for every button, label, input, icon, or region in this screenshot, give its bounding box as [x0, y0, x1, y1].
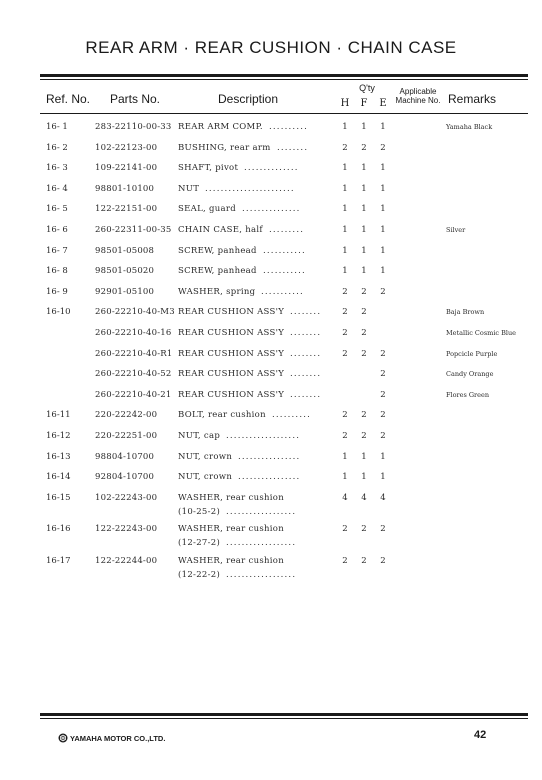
header-rule — [40, 113, 528, 114]
description-cell: NUT, crown — [178, 451, 233, 462]
qty-e-cell: 1 — [380, 451, 386, 462]
description-cell: SCREW, panhead — [178, 266, 257, 277]
part-number-cell: 122-22243-00 — [95, 524, 158, 535]
header-remarks: Remarks — [448, 92, 497, 106]
qty-h-cell: 4 — [342, 492, 348, 503]
qty-f-cell: 2 — [361, 142, 367, 153]
description-cell: WASHER, rear cushion — [178, 492, 285, 503]
ref-cell: 16-11 — [46, 410, 71, 421]
qty-e-cell: 1 — [380, 266, 386, 277]
qty-h-cell: 1 — [342, 266, 348, 277]
qty-f-cell: 1 — [361, 245, 367, 256]
description-cell: WASHER, rear cushion — [178, 555, 285, 566]
remarks-cell: Silver — [446, 226, 466, 234]
dot-leader: ........... — [263, 245, 306, 256]
dot-leader: ........ — [290, 389, 322, 400]
ref-cell: 16- 4 — [46, 183, 68, 194]
table-row — [0, 369, 542, 383]
qty-h-cell: 2 — [342, 286, 348, 297]
qty-e-cell: 2 — [380, 410, 386, 421]
qty-e-cell: 1 — [380, 245, 386, 256]
description-size-cell: (12-27-2) — [178, 538, 221, 549]
dot-leader: .................. — [226, 569, 297, 580]
dot-leader: ........ — [290, 307, 322, 318]
remarks-cell: Candy Orange — [446, 370, 494, 379]
table-row — [0, 555, 542, 580]
table-row — [0, 246, 542, 260]
dot-leader: .............. — [244, 163, 299, 174]
part-number-cell: 92804-10700 — [95, 472, 155, 483]
description-cell: CHAIN CASE, half — [178, 225, 263, 235]
dot-leader: ........ — [290, 369, 322, 380]
dot-leader: ................ — [238, 451, 301, 462]
header-applicable-machine: Applicable Machine No. — [395, 87, 441, 105]
qty-e-cell: 1 — [380, 204, 386, 215]
part-number-cell: 220-22242-00 — [95, 410, 158, 421]
qty-f-cell: 1 — [361, 225, 367, 235]
page-number: 42 — [474, 729, 487, 741]
qty-f-cell: 1 — [361, 122, 367, 132]
part-number-cell: 98501-05008 — [95, 245, 155, 256]
qty-f-cell: 2 — [361, 307, 367, 318]
part-number-cell: 220-22251-00 — [95, 431, 158, 441]
table-row — [0, 266, 542, 280]
header-e: E — [379, 98, 387, 109]
qty-e-cell: 2 — [380, 142, 386, 153]
table-row — [0, 452, 542, 466]
dot-leader: ............... — [242, 204, 301, 215]
qty-f-cell: 2 — [361, 348, 367, 359]
part-number-cell: 260-22210-40-M3 — [95, 307, 175, 318]
description-cell: NUT, cap — [178, 431, 221, 441]
description-cell: SCREW, panhead — [178, 245, 257, 256]
qty-h-cell: 2 — [342, 348, 348, 359]
top-rule — [40, 74, 528, 77]
qty-e-cell: 2 — [380, 286, 386, 297]
part-number-cell: 109-22141-00 — [95, 163, 158, 174]
description-cell: REAR ARM COMP. — [178, 122, 263, 132]
top-rule-thin — [40, 79, 528, 80]
header-description: Description — [218, 92, 279, 106]
qty-e-cell: 1 — [380, 225, 386, 235]
footer-company: YAMAHA MOTOR CO.,LTD. — [70, 734, 166, 743]
table-row — [0, 390, 542, 404]
table-row — [0, 122, 542, 136]
ref-cell: 16-10 — [46, 307, 71, 318]
footer-rule-thin — [40, 718, 528, 719]
qty-f-cell: 1 — [361, 183, 367, 194]
part-number-cell: 98801-10100 — [95, 183, 155, 194]
table-row — [0, 349, 542, 363]
qty-f-cell: 2 — [361, 431, 367, 441]
ref-cell: 16-14 — [46, 472, 71, 483]
part-number-cell: 102-22123-00 — [95, 142, 158, 153]
part-number-cell: 102-22243-00 — [95, 492, 158, 503]
ref-cell: 16- 5 — [46, 204, 68, 215]
description-cell: BOLT, rear cushion — [178, 410, 266, 421]
qty-e-cell: 1 — [380, 122, 386, 132]
part-number-cell: 122-22244-00 — [95, 555, 158, 566]
table-row — [0, 431, 542, 445]
table-row — [0, 163, 542, 177]
dot-leader: ......... — [269, 225, 305, 235]
qty-e-cell: 2 — [380, 348, 386, 359]
ref-cell: 16- 8 — [46, 266, 68, 277]
part-number-cell: 260-22311-00-35 — [95, 225, 172, 235]
ref-cell: 16-15 — [46, 492, 71, 503]
yamaha-logo-icon — [58, 733, 68, 743]
qty-f-cell: 1 — [361, 451, 367, 462]
description-cell: REAR CUSHION ASS'Y — [178, 389, 285, 400]
qty-f-cell: 2 — [361, 524, 367, 535]
table-row — [0, 307, 542, 321]
table-row — [0, 410, 542, 424]
description-cell: WASHER, rear cushion — [178, 524, 285, 535]
qty-h-cell: 1 — [342, 122, 348, 132]
ref-cell: 16-16 — [46, 524, 71, 535]
qty-h-cell: 2 — [342, 431, 348, 441]
dot-leader: ........ — [290, 348, 322, 359]
qty-e-cell: 2 — [380, 431, 386, 441]
qty-f-cell: 4 — [361, 492, 367, 503]
part-number-cell: 260-22210-40-52 — [95, 369, 172, 380]
description-size-cell: (10-25-2) — [178, 506, 221, 517]
qty-h-cell: 1 — [342, 245, 348, 256]
ref-cell: 16-12 — [46, 431, 71, 441]
description-cell: NUT, crown — [178, 472, 233, 483]
qty-f-cell: 1 — [361, 204, 367, 215]
dot-leader: ................... — [226, 431, 301, 441]
header-parts-no: Parts No. — [110, 92, 161, 106]
dot-leader: .......... — [272, 410, 312, 421]
description-cell: WASHER, spring — [178, 286, 256, 297]
dot-leader: ........... — [261, 286, 304, 297]
dot-leader: .......... — [269, 122, 309, 132]
description-cell: REAR CUSHION ASS'Y — [178, 369, 285, 380]
ref-cell: 16- 1 — [46, 122, 68, 132]
dot-leader: ........ — [277, 142, 309, 153]
qty-h-cell: 2 — [342, 328, 348, 338]
header-h: H — [340, 98, 350, 109]
page-title: REAR ARM · REAR CUSHION · CHAIN CASE — [85, 38, 457, 57]
qty-e-cell: 1 — [380, 472, 386, 483]
dot-leader: ........ — [290, 328, 322, 338]
description-cell: NUT — [178, 183, 200, 194]
qty-h-cell: 1 — [342, 183, 348, 194]
qty-e-cell: 2 — [380, 389, 386, 400]
table-row — [0, 204, 542, 218]
header-f: F — [360, 98, 368, 109]
part-number-cell: 98501-05020 — [95, 266, 155, 277]
dot-leader: .................. — [226, 538, 297, 549]
qty-f-cell: 2 — [361, 328, 367, 338]
qty-f-cell: 1 — [361, 266, 367, 277]
table-row — [0, 143, 542, 157]
ref-cell: 16- 9 — [46, 286, 68, 297]
qty-h-cell: 2 — [342, 142, 348, 153]
qty-h-cell: 1 — [342, 204, 348, 215]
dot-leader: .................. — [226, 506, 297, 517]
qty-f-cell: 1 — [361, 163, 367, 174]
qty-h-cell: 1 — [342, 163, 348, 174]
table-row — [0, 328, 542, 342]
description-cell: REAR CUSHION ASS'Y — [178, 348, 285, 359]
table-row — [0, 225, 542, 239]
remarks-cell: Baja Brown — [446, 308, 485, 317]
dot-leader: ................ — [238, 472, 301, 483]
table-row — [0, 184, 542, 198]
part-number-cell: 122-22151-00 — [95, 204, 158, 215]
qty-e-cell: 2 — [380, 369, 386, 380]
qty-h-cell: 2 — [342, 555, 348, 566]
qty-f-cell: 2 — [361, 286, 367, 297]
qty-e-cell: 2 — [380, 555, 386, 566]
description-cell: BUSHING, rear arm — [178, 142, 271, 153]
qty-h-cell: 2 — [342, 524, 348, 535]
header-ref-no: Ref. No. — [46, 92, 91, 106]
description-cell: REAR CUSHION ASS'Y — [178, 328, 285, 338]
part-number-cell: 98804-10700 — [95, 451, 155, 462]
remarks-cell: Popcicle Purple — [446, 349, 498, 358]
part-number-cell: 260-22210-40-21 — [95, 389, 172, 400]
ref-cell: 16- 3 — [46, 163, 68, 174]
description-cell: SHAFT, pivot — [178, 163, 239, 174]
ref-cell: 16- 7 — [46, 245, 68, 256]
ref-cell: 16- 6 — [46, 225, 68, 235]
qty-h-cell: 1 — [342, 472, 348, 483]
qty-f-cell: 2 — [361, 555, 367, 566]
part-number-cell: 92901-05100 — [95, 286, 155, 297]
qty-e-cell: 1 — [380, 183, 386, 194]
qty-h-cell: 1 — [342, 225, 348, 235]
description-cell: REAR CUSHION ASS'Y — [178, 307, 285, 318]
qty-h-cell: 2 — [342, 410, 348, 421]
header-qty: Q'ty — [359, 83, 375, 93]
remarks-cell: Yamaha Black — [446, 123, 493, 131]
qty-f-cell: 1 — [361, 472, 367, 483]
qty-h-cell: 1 — [342, 451, 348, 462]
table-row — [0, 492, 542, 517]
part-number-cell: 260-22210-40-R1 — [95, 348, 173, 359]
remarks-cell: Flores Green — [446, 390, 490, 399]
table-row — [0, 472, 542, 486]
qty-h-cell: 2 — [342, 307, 348, 318]
qty-e-cell: 2 — [380, 524, 386, 535]
qty-e-cell: 1 — [380, 163, 386, 174]
table-row — [0, 524, 542, 549]
ref-cell: 16-13 — [46, 451, 71, 462]
part-number-cell: 283-22110-00-33 — [95, 122, 172, 132]
table-row — [0, 287, 542, 301]
description-cell: SEAL, guard — [178, 204, 237, 215]
part-number-cell: 260-22210-40-16 — [95, 328, 172, 338]
description-size-cell: (12-22-2) — [178, 569, 221, 580]
ref-cell: 16-17 — [46, 555, 71, 566]
dot-leader: ....................... — [205, 183, 295, 194]
qty-f-cell: 2 — [361, 410, 367, 421]
remarks-cell: Metallic Cosmic Blue — [446, 329, 516, 337]
ref-cell: 16- 2 — [46, 142, 68, 153]
footer-rule — [40, 713, 528, 716]
qty-e-cell: 4 — [380, 492, 386, 503]
dot-leader: ........... — [263, 266, 306, 277]
